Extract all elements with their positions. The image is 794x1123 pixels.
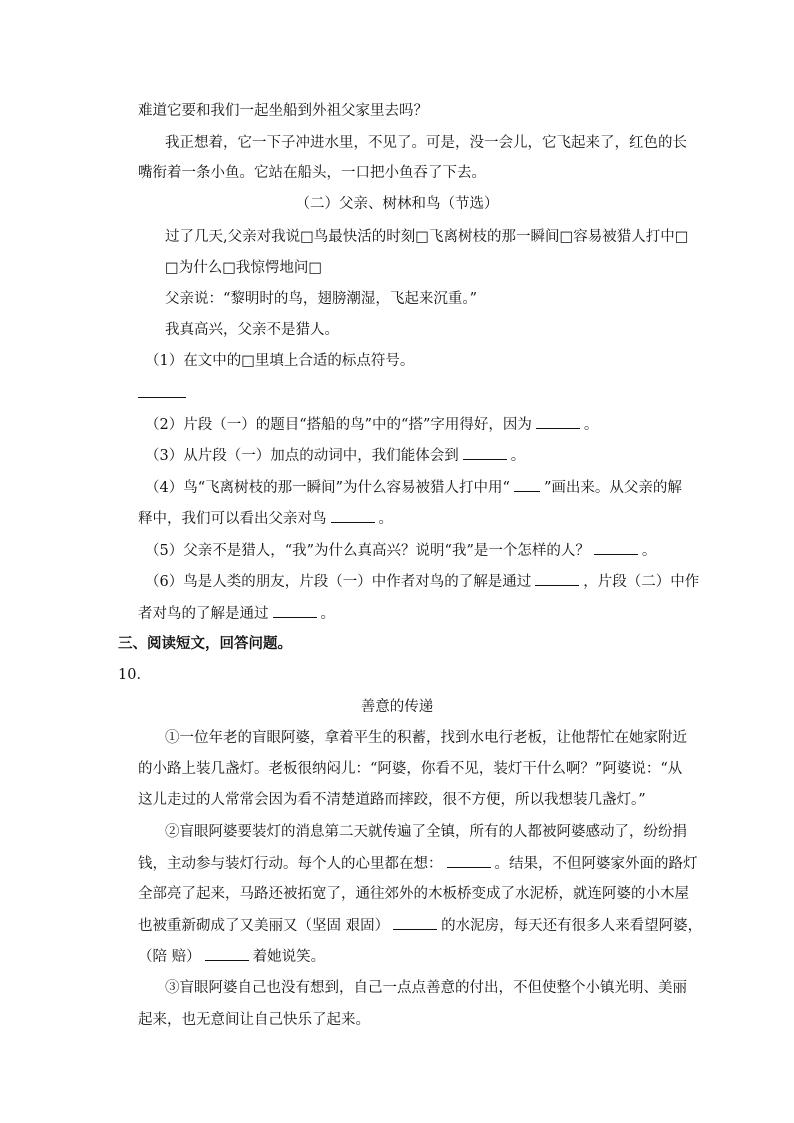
question-5 <box>145 540 656 561</box>
passage3-p2-line4 <box>138 915 702 936</box>
question-number: 10． <box>118 667 151 683</box>
answer-blank[interactable] <box>205 946 249 961</box>
question-2-end: 。 <box>583 417 599 433</box>
answer-blank[interactable] <box>594 540 638 555</box>
part3-heading: 三、阅读短文，回答问题。 <box>118 635 292 652</box>
section2-line4: 我真高兴，父亲不是猎人。 <box>165 322 339 338</box>
question-6-mid: ，片段（二）中作 <box>583 574 700 590</box>
question-2 <box>145 414 598 435</box>
passage3-p1-line3: 这儿走过的人常常会因为看不清楚道路而摔跤，很不方便，所以我想装几盏灯。” <box>138 792 646 808</box>
question-1: （1）在文中的□里填上合适的标点符号。 <box>145 353 415 369</box>
question-6-line2 <box>138 603 335 624</box>
question-4-line1 <box>145 477 682 498</box>
passage3-p2-choice1: 也被重新砌成了又美丽又（坚固 艰固） <box>138 918 390 934</box>
question-3 <box>145 445 525 466</box>
question-4-mid: ”画出来。从父亲的解 <box>543 480 682 496</box>
question-5-text: （5）父亲不是猎人，“我”为什么真高兴？说明“我”是一个怎样的人？ <box>145 543 590 559</box>
passage3-p2-line2 <box>138 853 698 874</box>
answer-blank[interactable] <box>273 603 317 618</box>
answer-blank[interactable] <box>463 445 507 460</box>
passage3-title: 善意的传递 <box>360 699 434 715</box>
passage3-p3-line2: 起来，也无意间让自己快乐了起来。 <box>138 1012 370 1028</box>
passage3-p1-line1: ①一位年老的盲眼阿婆，拿着平生的积蓄，找到水电行老板，让他帮忙在她家附近 <box>165 730 687 746</box>
passage1-line2: 我正想着，它一下子冲进水里，不见了。可是，没一会儿，它飞起来了，红色的长 <box>165 135 687 151</box>
question-6-end: 。 <box>320 606 335 622</box>
passage3-p2-line5 <box>138 946 325 967</box>
answer-blank[interactable] <box>393 915 437 930</box>
question-4-end: 。 <box>378 511 393 527</box>
answer-blank[interactable] <box>138 383 186 398</box>
question-6-cont: 者对鸟的了解是通过 <box>138 606 269 622</box>
answer-blank[interactable] <box>536 414 580 429</box>
passage3-p2-cont: 。结果，不但阿婆家外面的路灯 <box>494 856 698 872</box>
passage3-p2-choice2: （陪 赔） <box>138 949 201 965</box>
question-6-line1 <box>145 571 699 592</box>
question-4-line2 <box>138 508 393 529</box>
question-4-cont: 释中，我们可以看出父亲对鸟 <box>138 511 327 527</box>
passage3-p2-line1: ②盲眼阿婆要装灯的消息第二天就传遍了全镇，所有的人都被阿婆感动了，纷纷捐 <box>165 824 687 840</box>
section2-line2: □为什么□我惊愕地问□ <box>165 260 323 276</box>
answer-blank[interactable] <box>331 508 375 523</box>
section2-line3: 父亲说：“黎明时的鸟，翅膀潮湿，飞起来沉重。” <box>165 291 478 307</box>
question-4-text: （4）鸟“飞离树枝的那一瞬间”为什么容易被猎人打中用“ <box>145 480 510 496</box>
passage1-line1: 难道它要和我们一起坐船到外祖父家里去吗？ <box>138 103 428 119</box>
question-3-end: 。 <box>510 448 526 464</box>
answer-blank[interactable] <box>447 853 491 868</box>
passage1-line3: 嘴衔着一条小鱼。它站在船头，一口把小鱼吞了下去。 <box>138 165 486 181</box>
passage3-p3-line1: ③盲眼阿婆自己也没有想到，自己一点点善意的付出，不但使整个小镇光明、美丽 <box>165 980 687 996</box>
question-1-answer[interactable] <box>138 383 186 404</box>
passage3-p2-text: 钱，主动参与装灯行动。每个人的心里都在想： <box>138 856 443 872</box>
question-5-end: 。 <box>641 543 657 559</box>
section2-title: （二）父亲、树林和鸟（节选） <box>295 196 499 212</box>
passage3-p2-cont2: 的水泥房，每天还有很多人来看望阿婆， <box>441 918 703 934</box>
answer-blank[interactable] <box>535 571 579 586</box>
answer-blank[interactable] <box>514 477 540 492</box>
section2-line1: 过了几天,父亲对我说□鸟最快活的时刻□飞离树枝的那一瞬间□容易被猎人打中□ <box>165 229 689 245</box>
question-2-text: （2）片段（一）的题目“搭船的鸟”中的“搭”字用得好，因为 <box>145 417 532 433</box>
passage3-p1-line2: 的小路上装几盏灯。老板很纳闷儿：“阿婆，你看不见，装灯干什么啊？”阿婆说：“从 <box>138 761 683 777</box>
question-6-text: （6）鸟是人类的朋友，片段（一）中作者对鸟的了解是通过 <box>145 574 532 590</box>
question-3-text: （3）从片段（一）加点的动词中，我们能体会到 <box>145 448 459 464</box>
passage3-p2-end: 着她说笑。 <box>252 949 326 965</box>
passage3-p2-line3: 全部亮了起来，马路还被拓宽了，通往郊外的木板桥变成了水泥桥，就连阿婆的小木屋 <box>138 886 689 902</box>
